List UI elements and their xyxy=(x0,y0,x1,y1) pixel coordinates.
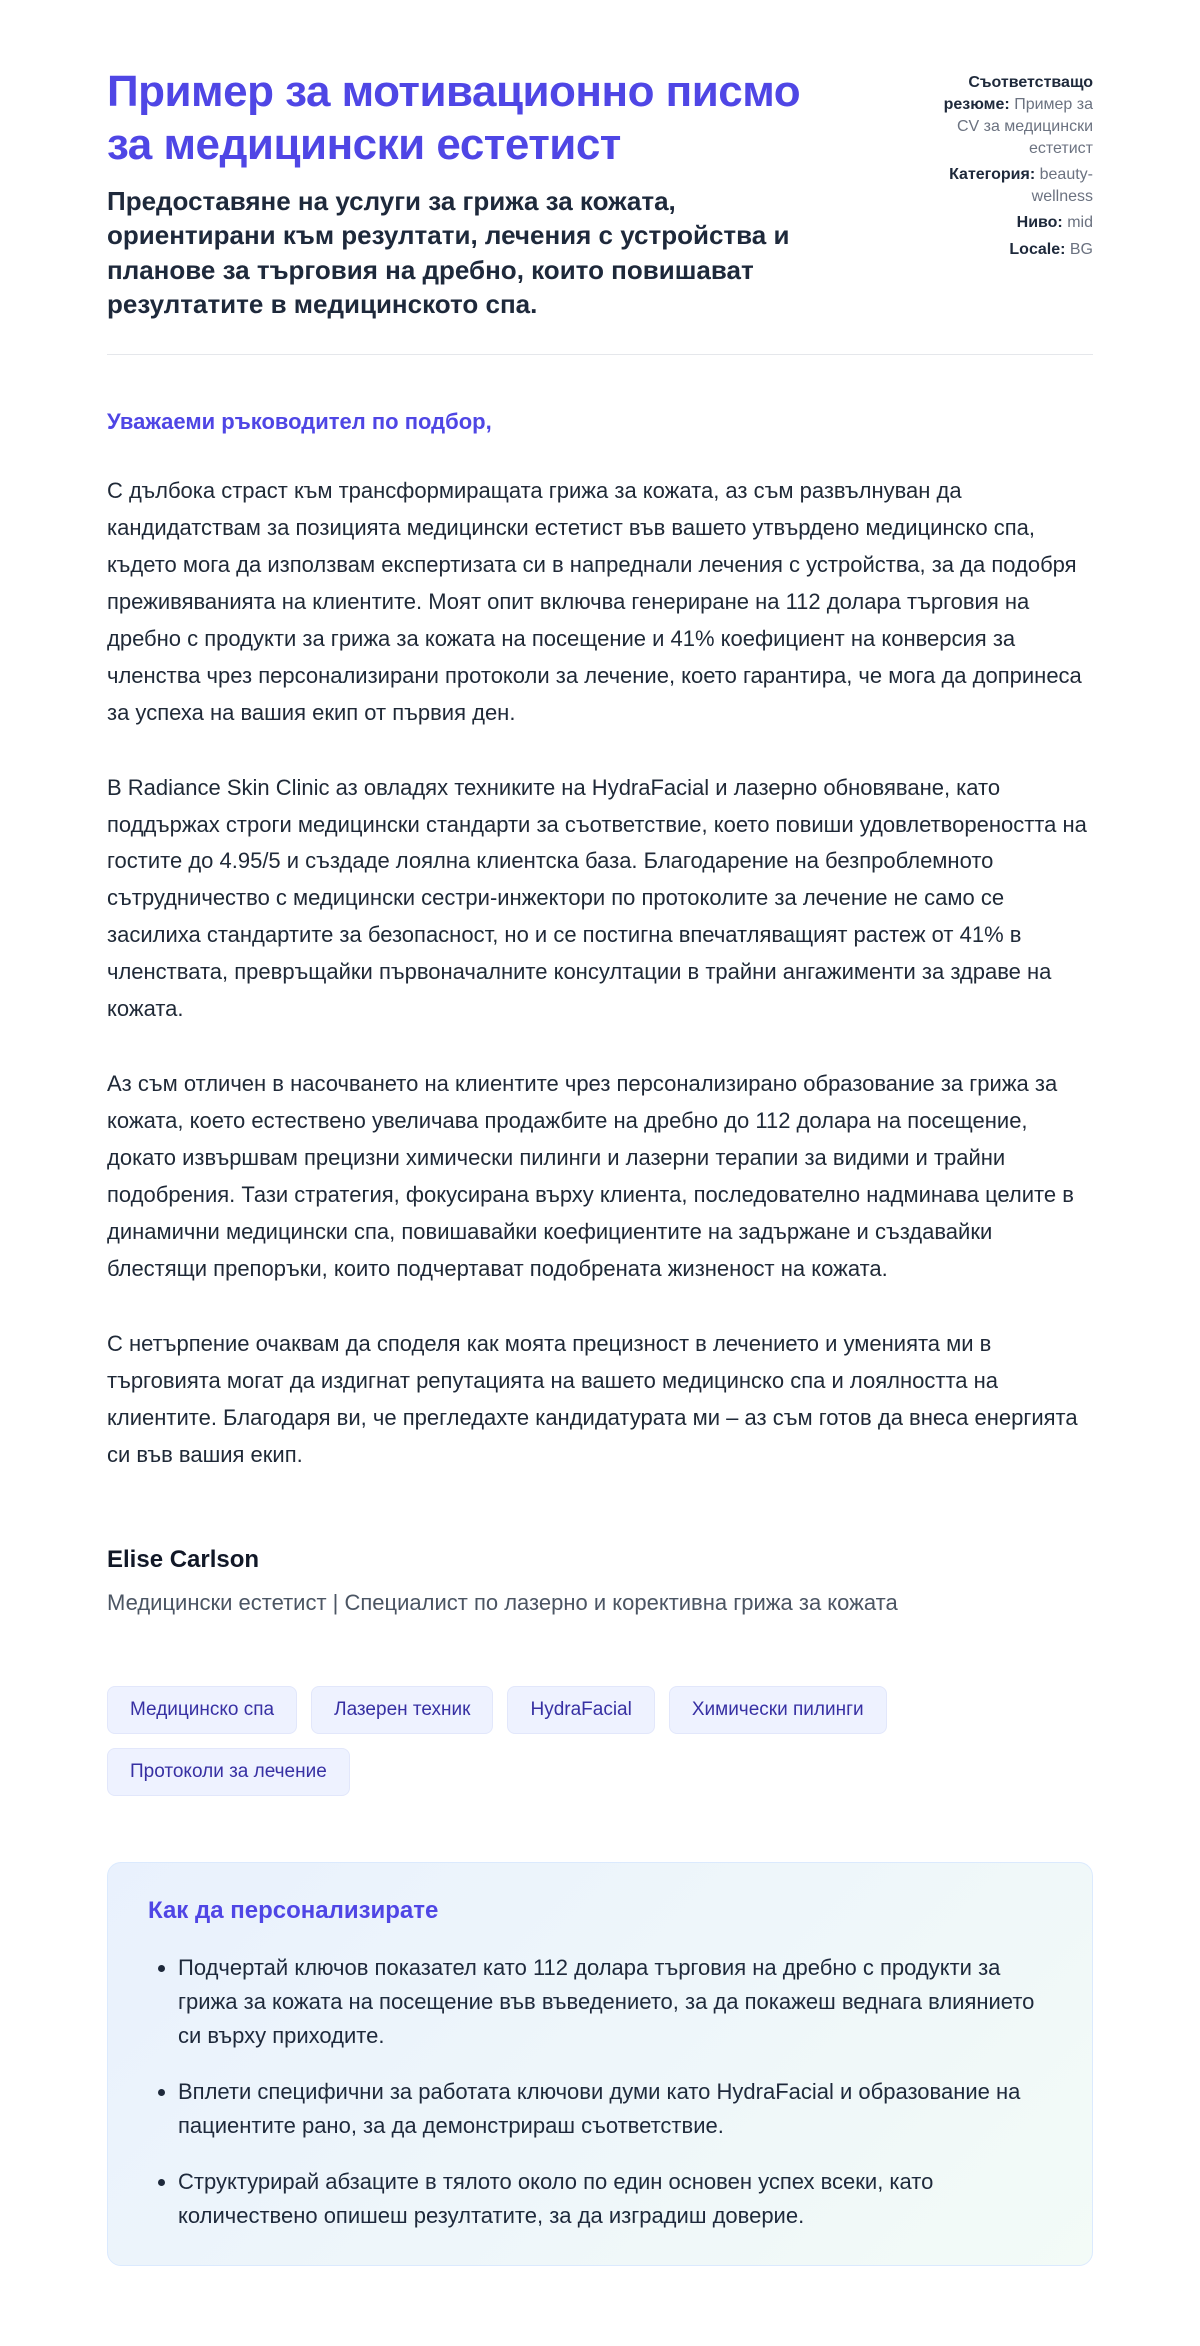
header-left xyxy=(107,66,852,322)
tips-heading: Как да персонализирате xyxy=(148,1896,439,1924)
divider xyxy=(107,354,1093,355)
meta-item-locale xyxy=(925,239,1093,261)
meta-value: beauty-wellness xyxy=(1031,166,1093,206)
tips-list xyxy=(148,1951,1052,2234)
tip-item: • Подчертай ключов показател като 112 долара търговия на дребно с продукти за грижа за кожата на посещение във въведението, за да покажеш веднага влиянието си върху приходите. xyxy=(178,1951,1052,2053)
meta-value: Пример за CV за медицински естетист xyxy=(956,96,1093,158)
personalization-tips-box xyxy=(107,1862,1093,2267)
meta-item-level xyxy=(925,212,1093,234)
meta-label: Категория: xyxy=(949,166,1036,184)
page-subtitle: Предоставяне на услуги за грижа за кожата, ориентирани към резултати, лечения с устройства и планове за търговия на дребно, които повишават резултатите в медицинското спа. xyxy=(107,185,790,320)
letter-paragraph-3: Аз съм отличен в насочването на клиентите чрез персонализирано образование за грижа за кожата, което естествено увеличава продажбите на дребно до 112 долара на посещение, докато извършвам прецизни химически пилинги и лазерни терапии за видими и трайни подобрения. Тази стратегия, фокусирана върху клиента, последователно надминава целите в динамични медицински спа, повишавайки коефициентите на задържане и създавайки блестящи препоръки, които подчертават подобрената жизненост на кожата. xyxy=(107,1071,1074,1282)
tag-chip: Медицинско спа xyxy=(107,1686,297,1734)
meta-value: mid xyxy=(1067,214,1093,232)
tag-chip: HydraFacial xyxy=(507,1686,654,1734)
meta-item-resume xyxy=(925,72,1093,160)
letter-paragraph-2: В Radiance Skin Clinic аз овладях техниките на HydraFacial и лазерно обновяване, като поддържах строги медицински стандарти за съответствие, което повиши удовлетвореността на гостите до 4.95/5 и създаде лоялна клиентска база. Благодарение на безпроблемното сътрудничество с медицински сестри-инжектори по протоколите за лечение не само се засилиха стандартите за безопасност, но и се постигна впечатляващият растеж от 41% в членствата, превръщайки първоначалните консултации в трайни ангажименти за здраве на кожата. xyxy=(107,774,1087,1022)
tag-chip: Протоколи за лечение xyxy=(107,1748,350,1796)
signature-title: Медицински естетист | Специалист по лазерно и корективна грижа за кожата xyxy=(107,1589,898,1615)
letter-paragraph-4: С нетърпение очаквам да споделя как моята прецизност в лечението и уменията ми в търговията могат да издигнат репутацията на вашето медицинско спа и лоялността на клиентите. Благодаря ви, че прегледахте кандидатурата ми – аз съм готов да внеса енергията си във вашия екип. xyxy=(107,1330,1078,1467)
meta-item-category xyxy=(925,164,1093,208)
tag-chip: Лазерен техник xyxy=(311,1686,493,1734)
header xyxy=(107,66,1093,322)
tag-chip: Химически пилинги xyxy=(669,1686,887,1734)
page-title: Пример за мотивационно писмо за медицински естетист xyxy=(107,67,801,169)
meta-label: Съответстващо резюме: xyxy=(943,74,1093,114)
meta-label: Locale: xyxy=(1009,240,1066,258)
tip-item: • Вплети специфични за работата ключови думи като HydraFacial и образование на пациентите рано, за да демонстрираш съответствие. xyxy=(178,2075,1052,2143)
meta-label: Ниво: xyxy=(1016,214,1063,232)
meta-panel xyxy=(925,66,1093,265)
signature-name: Elise Carlson xyxy=(107,1545,260,1573)
letter-greeting: Уважаеми ръководител по подбор, xyxy=(107,408,492,434)
letter-body xyxy=(107,409,1093,1616)
tag-list xyxy=(107,1686,1093,1796)
tip-item: • Структурирай абзаците в тялото около по един основен успех всеки, като количествено опишеш резултатите, за да изградиш доверие. xyxy=(178,2165,1052,2233)
letter-paragraph-1: С дълбока страст към трансформиращата грижа за кожата, аз съм развълнуван да кандидатствам за позицията медицински естетист във вашето утвърдено медицинско спа, където мога да използвам експертизата си в напреднали лечения с устройства, за да подобря преживяванията на клиентите. Моят опит включва генериране на 112 долара търговия на дребно с продукти за грижа за кожата на посещение и 41% коефициент на конверсия за членства чрез персонализирани протоколи за лечение, което гарантира, че мога да допринеса за успеха на вашия екип от първия ден. xyxy=(107,477,1082,725)
meta-value: BG xyxy=(1069,240,1093,258)
